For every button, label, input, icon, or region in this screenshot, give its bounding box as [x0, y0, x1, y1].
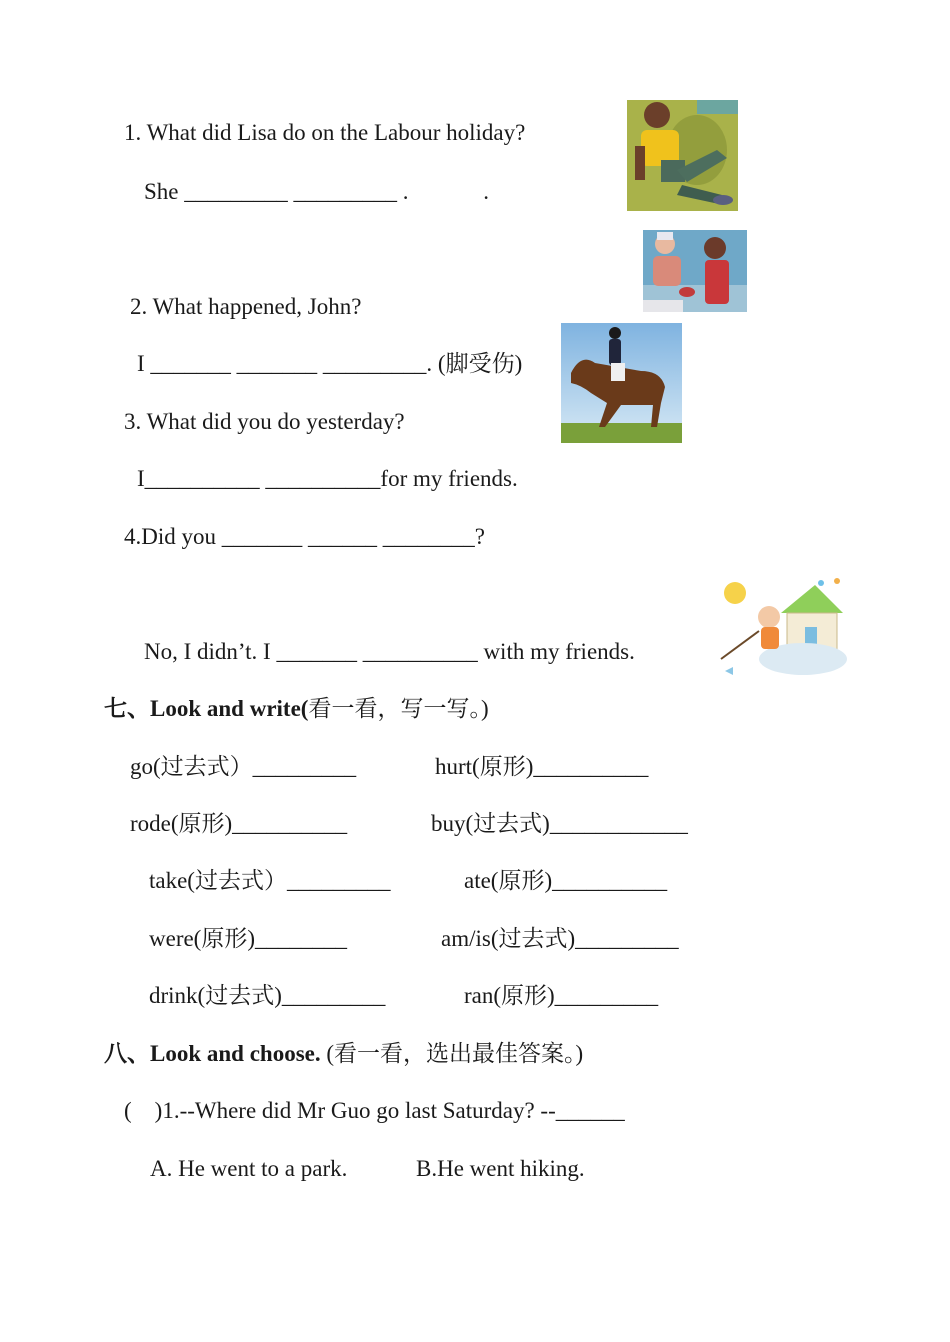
word-form-item: were(原形)________	[149, 926, 348, 951]
word-form-item: ran(原形)_________	[464, 983, 659, 1008]
q2-question: 2. What happened, John?	[130, 294, 362, 319]
section7-heading	[104, 694, 489, 724]
section7-heading-bold: 七、Look and write(	[104, 696, 309, 721]
q4-answer-line: No, I didn’t. I _______ __________ with my friends.	[144, 639, 635, 664]
injured-foot-illustration	[643, 230, 747, 312]
word-form-item: go(过去式）_________	[130, 754, 357, 779]
section8-heading-chinese: (看一看，选出最佳答案。)	[320, 1041, 584, 1066]
choice-option-b: B.He went hiking.	[416, 1156, 585, 1181]
q1-question: 1. What did Lisa do on the Labour holiday?	[124, 120, 526, 145]
word-form-item: hurt(原形)__________	[435, 754, 649, 779]
word-form-item: ate(原形)__________	[464, 868, 668, 893]
section7-heading-chinese: 看一看，写一写。)	[308, 696, 489, 721]
choice-option-a: A. He went to a park.	[150, 1156, 348, 1181]
word-form-item: buy(过去式)____________	[431, 811, 688, 836]
section8-heading-bold: 八、Look and choose.	[104, 1041, 321, 1066]
section8-heading	[104, 1039, 583, 1069]
choice-question-1: ( )1.--Where did Mr Guo go last Saturday? --______	[124, 1098, 625, 1123]
fishing-child-illustration	[711, 575, 849, 685]
q4-question: 4.Did you _______ ______ ________?	[124, 524, 485, 549]
word-form-item: am/is(过去式)_________	[441, 926, 679, 951]
sitting-boy-illustration	[627, 100, 738, 211]
q3-question: 3. What did you do yesterday?	[124, 409, 405, 434]
word-form-item: drink(过去式)_________	[149, 983, 386, 1008]
horse-riding-photo	[561, 323, 682, 443]
q3-answer-line: I__________ __________for my friends.	[137, 466, 518, 491]
word-form-item: take(过去式）_________	[149, 868, 391, 893]
word-form-item: rode(原形)__________	[130, 811, 348, 836]
q1-answer-line: She _________ _________ . .	[144, 179, 489, 204]
q2-answer-line: I _______ _______ _________. (脚受伤)	[137, 351, 523, 376]
